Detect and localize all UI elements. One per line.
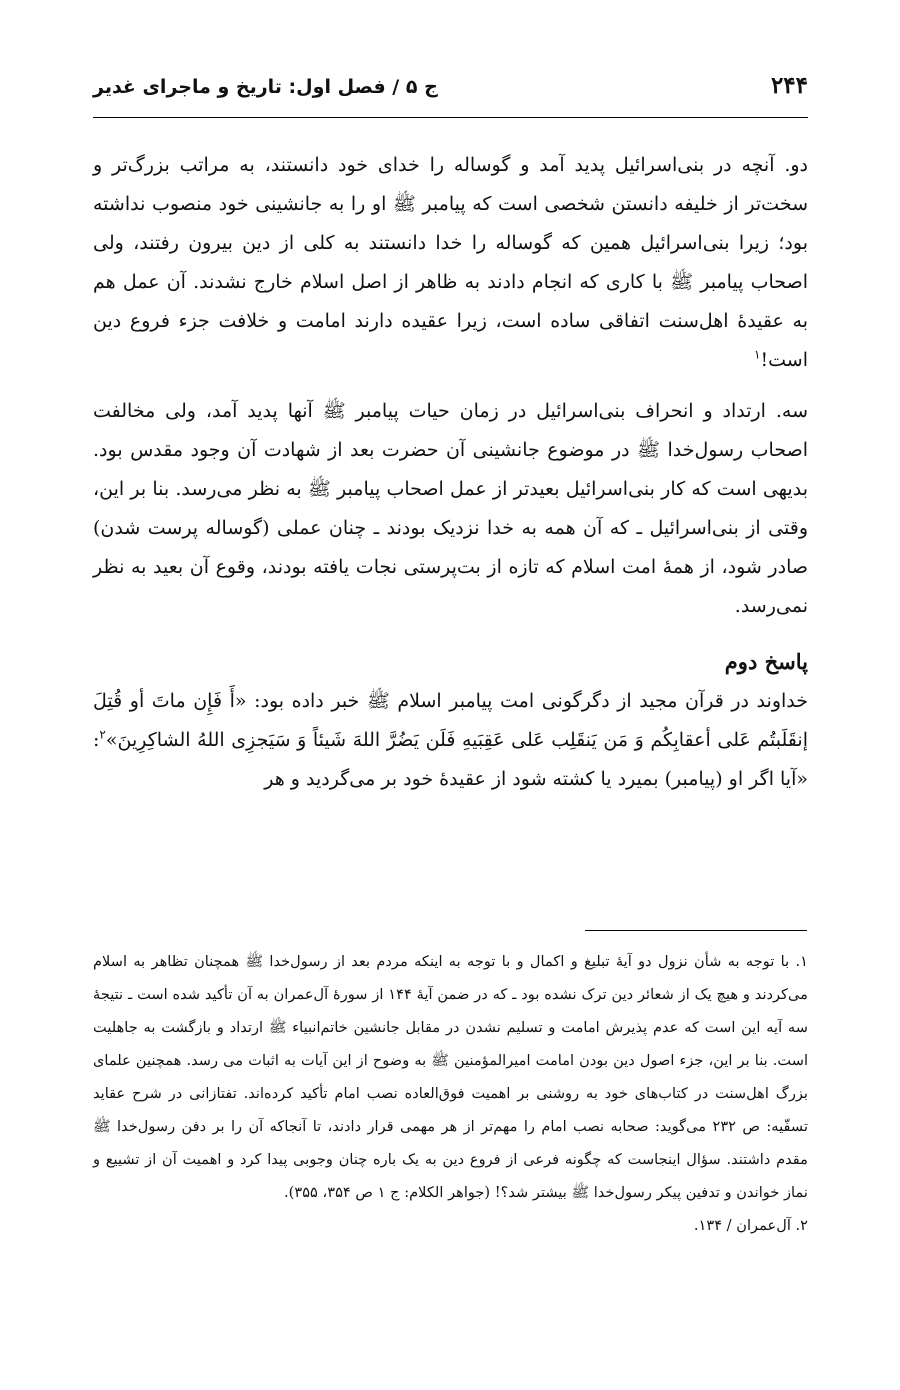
paragraph-2: سه. ارتداد و انحراف بنی‌اسرائیل در زمان حیات پیامبر ﷺ آنها پدید آمد، ولی مخالفت اصحاب رسول‌خدا ﷺ در موضوع جانشینی آن حضرت بعد از شهادت آن وجود مقدس بود. بدیهی است که کار بنی‌اسرائیل بعیدتر از عمل اصحاب پیامبر ﷺ به نظر می‌رسد. بنا بر این، وقتی از بنی‌اسرائیل ـ که آن همه به خدا نزدیک بودند ـ چنان عملی (گوساله پرست شدن) صادر شود، از همهٔ امت اسلام که تازه از بت‌پرستی نجات یافته بودند، وقوع آن بعید به نظر نمی‌رسد. bbox=[93, 400, 808, 617]
footnote-ref-1: ۱ bbox=[754, 347, 761, 362]
paragraph-1-text: دو. آنچه در بنی‌اسرائیل پدید آمد و گوساله را خدای خود دانستند، به مراتب بزرگ‌تر و سخت‌تر از خلیفه دانستن شخصی است که پیامبر ﷺ او را به جانشینی خود منصوب نداشته بود؛ زیرا بنی‌اسرائیل همین که گوساله را خدا دانستند به کلی از دین بیرون رفتند، ولی اصحاب پیامبر ﷺ با کاری که انجام دادند به ظاهر از اصل اسلام خارج نشدند. آن عمل هم به عقیدهٔ اهل‌سنت اتفاقی ساده است، زیرا عقیده دارند امامت و خلافت جزء فروع دین است! bbox=[93, 154, 808, 371]
quran-quote: خداوند در قرآن مجید از دگرگونی امت پیامبر اسلام ﷺ خبر داده بود: «أَ فَإِن ماتَ أو قُتِلَ إنقَلَبتُم عَلی أعقابِکُم وَ مَن یَنقَلِب عَلی عَقِبَیهِ فَلَن یَضُرَّ اللهَ شَیئاً وَ سَیَجزِی اللهُ الشاکِرِینَ» bbox=[93, 690, 808, 751]
main-text bbox=[93, 146, 808, 799]
paragraph-3 bbox=[93, 682, 808, 799]
footnotes bbox=[93, 945, 808, 1242]
header-rule bbox=[93, 117, 808, 118]
running-title: ج ۵ / فصل اول: تاریخ و ماجرای غدیر bbox=[93, 76, 438, 98]
footnote-rule bbox=[585, 930, 807, 931]
footnote-1: ۱. با توجه به شأن نزول دو آیهٔ تبلیغ و اکمال و با توجه به اینکه مردم بعد از رسول‌خدا ﷺ همچنان تظاهر به اسلام می‌کردند و هیچ یک از شعائر دین ترک نشده بود ـ که در ضمن آیهٔ ۱۴۴ از سورهٔ آل‌عمران به آن تأکید شده است ـ نتیجهٔ سه آیه این است که عدم پذیرش امامت و تسلیم نشدن در مقابل جانشین خاتم‌انبیاء ﷺ ارتداد و بازگشت به جاهلیت است. بنا بر این، جزء اصول دین بودن امامت امیرالمؤمنین ﷺ به وضوح از این آیات به اثبات می رسد. همچنین علمای بزرگ اهل‌سنت در کتاب‌های خود به روشنی بر اهمیت فوق‌العاده نصب امام تأکید کرده‌اند. تفتازانی در شرح عقاید تسفّیه: ص ۲۳۲ می‌گوید: صحابه نصب امام را مهم‌تر از هر مهمی قرار دادند، تا آنجاکه آن را بر دفن رسول‌خدا ﷺ مقدم داشتند. سؤال اینجاست که چگونه فرعی از فروع دین به یک باره چنان وجوبی پیدا کرد و اهمیت آن از تشییع و نماز خواندن و تدفین پیکر رسول‌خدا ﷺ بیشتر شد؟! (جواهر الکلام: ج ۱ ص ۳۵۴، ۳۵۵). bbox=[93, 953, 809, 1201]
section-heading: پاسخ دوم bbox=[724, 649, 808, 674]
page-number: ۲۴۴ bbox=[770, 72, 808, 99]
paragraph-1 bbox=[93, 146, 808, 380]
page-header bbox=[93, 72, 808, 112]
footnote-2: ۲. آل‌عمران / ۱۳۴. bbox=[693, 1217, 808, 1234]
paragraph-3-continuation: : «آیا اگر او (پیامبر) بمیرد یا کشته شود از عقیدهٔ خود بر می‌گردید و هر bbox=[93, 729, 808, 790]
footnote-ref-2: ۲ bbox=[99, 727, 106, 742]
